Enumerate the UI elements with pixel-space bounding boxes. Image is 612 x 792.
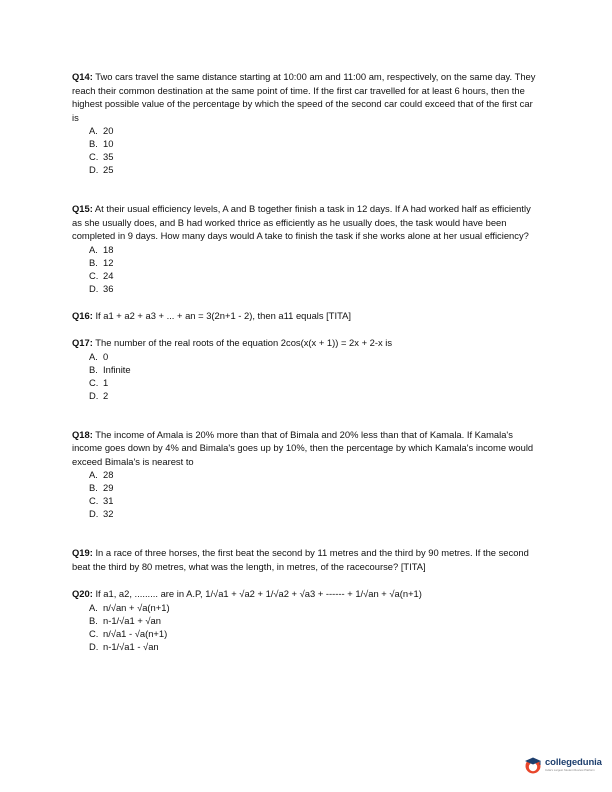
option-d: D. 32 [89, 508, 114, 519]
question-text: If a1, a2, ......... are in A.P, 1/√a1 + √a2 + 1/√a2 + √a3 + ------ + 1/√an + √a(n+1) [92, 588, 422, 599]
question-19 [72, 546, 540, 573]
option-list [72, 601, 540, 653]
question-text: Two cars travel the same distance starting at 10:00 am and 11:00 am, respectively, on the same day. They reach their common destination at the same point of time. If the first car travelled for at least 6 hours, then the highest possible value of the percentage by which the speed of the second car could exceed that of the first car is [72, 71, 536, 123]
question-number: Q19: [72, 547, 93, 558]
option-b: B. 12 [89, 256, 114, 268]
question-16 [72, 309, 540, 323]
option-list [72, 350, 540, 402]
option-a: A. 18 [89, 243, 114, 255]
question-text: At their usual efficiency levels, A and B together finish a task in 12 days. If A had worked half as efficiently as she usually does, and B had worked thrice as efficiently as he usually does, the task would have been completed in 9 days. How many days would A take to finish the task if she works alone at her usual efficiency? [72, 203, 531, 241]
option-b: B. Infinite [89, 363, 131, 375]
question-18 [72, 428, 540, 521]
question-page [72, 70, 540, 653]
option-b: B. n-1/√a1 + √an [89, 614, 161, 626]
question-number: Q18: [72, 428, 93, 440]
option-c: C. n/√a1 - √a(n+1) [89, 627, 168, 639]
option-b: B. 29 [89, 482, 114, 493]
question-14 [72, 70, 540, 176]
option-list [72, 468, 540, 520]
question-20 [72, 587, 540, 653]
logo-tagline: India's Largest Student Review Platform [545, 768, 595, 772]
option-c: C. 1 [89, 376, 109, 388]
graduation-cap-icon [523, 755, 543, 775]
question-number: Q20: [72, 588, 93, 599]
option-a: A. 20 [89, 125, 114, 136]
option-d: D. 36 [89, 282, 114, 294]
question-number: Q16: [72, 309, 93, 321]
collegedunia-logo [523, 753, 602, 777]
option-list [72, 243, 540, 295]
question-text: In a race of three horses, the first beat the second by 11 metres and the third by 90 metres. If the second beat the third by 80 metres, what was the length, in metres, of the racecourse? [TITA] [72, 547, 529, 572]
question-text: If a1 + a2 + a3 + ... + an = 3(2n+1 - 2), then a11 equals [TITA] [92, 309, 351, 321]
question-15 [72, 202, 540, 295]
option-c: C. 31 [89, 495, 114, 506]
option-a: A. n/√an + √a(n+1) [89, 601, 170, 613]
option-a: A. 28 [89, 469, 114, 480]
option-d: D. 25 [89, 164, 114, 175]
logo-name: collegedunia [545, 757, 602, 768]
question-text: The income of Amala is 20% more than that of Bimala and 20% less than that of Kamala. If Kamala's income goes down by 4% and Bimala's goes up by 10%, then the percentage by which Kamala's income would exceed Bimala's is nearest to [72, 428, 534, 467]
option-d: D. 2 [89, 389, 109, 401]
option-list [72, 124, 540, 176]
option-d: D. n-1/√a1 - √an [89, 640, 159, 652]
option-b: B. 10 [89, 138, 114, 149]
question-number: Q15: [72, 203, 93, 214]
option-a: A. 0 [89, 350, 109, 362]
option-c: C. 35 [89, 151, 114, 162]
question-number: Q14: [72, 71, 93, 82]
question-17 [72, 336, 540, 402]
option-c: C. 24 [89, 269, 114, 281]
question-number: Q17: [72, 337, 93, 348]
question-text: The number of the real roots of the equation 2cos(x(x + 1)) = 2x + 2-x is [92, 337, 393, 348]
